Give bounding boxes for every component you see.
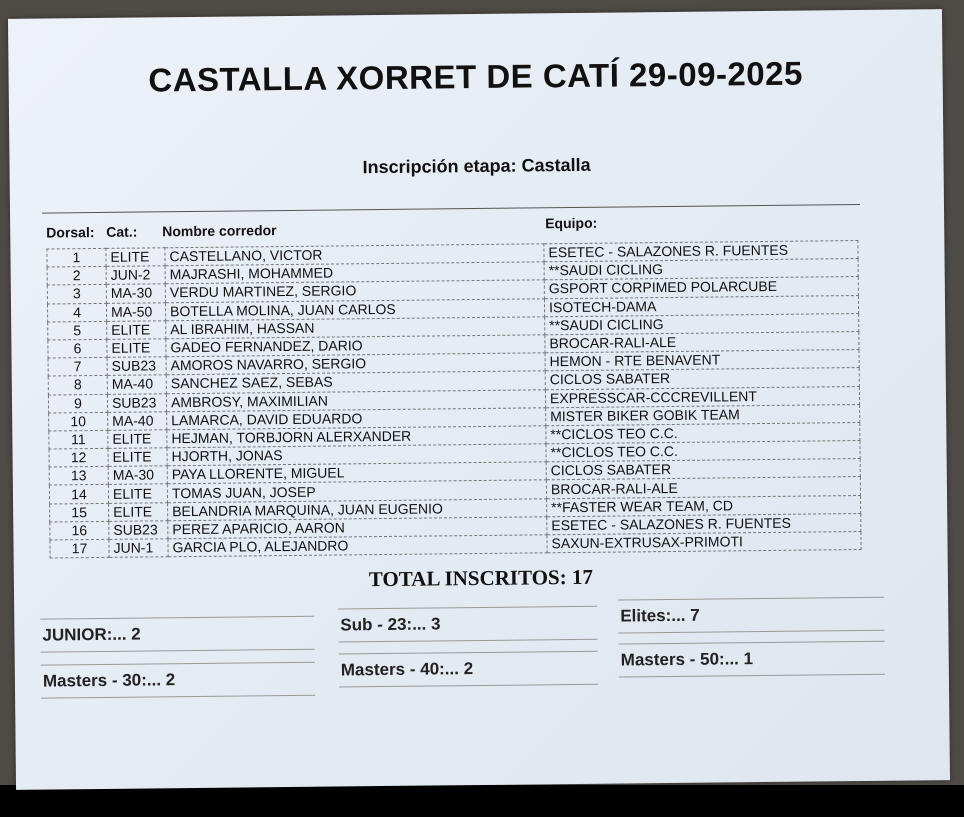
rider-name: HJORTH, JONAS <box>167 444 546 466</box>
rider-category: ELITE <box>108 448 167 467</box>
rider-name: LAMARCA, DAVID EDUARDO <box>167 407 546 429</box>
rider-category: MA-30 <box>108 466 167 485</box>
header-rule <box>42 204 860 214</box>
rider-dorsal: 3 <box>47 285 106 304</box>
riders-table-section <box>42 204 860 557</box>
rider-category: ELITE <box>106 248 165 267</box>
rider-name: BOTELLA MOLINA, JUAN CARLOS <box>165 298 544 320</box>
category-masters-30: Masters - 30:... 2 <box>41 662 315 699</box>
rider-name: PEREZ APARICIO, AARON <box>168 517 547 539</box>
rider-dorsal: 10 <box>49 412 108 431</box>
rider-team: BROCAR-RALI-ALE <box>545 331 859 352</box>
header-category: Cat.: <box>106 223 138 240</box>
category-sub23: Sub - 23:... 3 <box>338 606 597 643</box>
rider-team: ISOTECH-DAMA <box>544 295 858 316</box>
rider-team: CICLOS SABATER <box>545 368 859 389</box>
rider-dorsal: 12 <box>49 448 108 467</box>
rider-name: PAYA LLORENTE, MIGUEL <box>167 462 546 484</box>
rider-name: AMBROSY, MAXIMILIAN <box>166 389 545 411</box>
rider-dorsal: 2 <box>47 267 106 286</box>
rider-dorsal: 11 <box>49 430 108 449</box>
rider-category: SUB23 <box>107 357 166 376</box>
rider-dorsal: 1 <box>47 248 106 267</box>
header-rider-name: Nombre corredor <box>162 222 277 240</box>
rider-dorsal: 8 <box>48 376 107 395</box>
rider-team: EXPRESSCAR-CCCREVILLENT <box>545 386 859 407</box>
header-team: Equipo: <box>545 214 598 232</box>
rider-team: ESETEC - SALAZONES R. FUENTES <box>547 513 861 534</box>
rider-category: JUN-2 <box>106 266 165 285</box>
rider-team: SAXUN-EXTRUSAX-PRIMOTI <box>547 532 861 553</box>
document-title: CASTALLA XORRET DE CATÍ 29-09-2025 <box>148 54 804 99</box>
rider-team: **FASTER WEAR TEAM, CD <box>547 495 861 516</box>
bottom-black-bar <box>0 785 964 817</box>
rider-team: BROCAR-RALI-ALE <box>546 477 860 498</box>
rider-category: ELITE <box>109 502 168 521</box>
rider-category: SUB23 <box>109 521 168 540</box>
rider-dorsal: 4 <box>47 303 106 322</box>
rider-name: GADEO FERNANDEZ, DARIO <box>166 335 545 357</box>
rider-team: CICLOS SABATER <box>546 459 860 480</box>
riders-table <box>46 240 861 559</box>
rider-name: AL IBRAHIM, HASSAN <box>166 317 545 339</box>
rider-team: **CICLOS TEO C.C. <box>546 441 860 462</box>
rider-name: GARCIA PLO, ALEJANDRO <box>168 535 547 557</box>
paper-sheet <box>8 9 950 790</box>
rider-category: ELITE <box>107 321 166 340</box>
rider-name: TOMAS JUAN, JOSEP <box>167 480 546 502</box>
rider-name: MAJRASHI, MOHAMMED <box>165 262 544 284</box>
rider-category: MA-40 <box>108 411 167 430</box>
rider-dorsal: 7 <box>48 358 107 377</box>
rider-team: ESETEC - SALAZONES R. FUENTES <box>544 241 858 262</box>
rider-team: **SAUDI CICLING <box>544 259 858 280</box>
rider-dorsal: 16 <box>50 521 109 540</box>
rider-category: ELITE <box>107 339 166 358</box>
rider-dorsal: 6 <box>48 339 107 358</box>
rider-team: **CICLOS TEO C.C. <box>546 422 860 443</box>
rider-category: ELITE <box>108 430 167 449</box>
rider-dorsal: 15 <box>50 503 109 522</box>
header-dorsal: Dorsal: <box>46 224 95 241</box>
rider-category: MA-50 <box>106 302 165 321</box>
rider-dorsal: 13 <box>49 467 108 486</box>
rider-team: GSPORT CORPIMED POLARCUBE <box>544 277 858 298</box>
rider-name: AMOROS NAVARRO, SERGIO <box>166 353 545 375</box>
rider-team: MISTER BIKER GOBIK TEAM <box>546 404 860 425</box>
rider-category: ELITE <box>108 484 167 503</box>
category-masters-40: Masters - 40:... 2 <box>339 651 598 688</box>
rider-team: HEMON - RTE BENAVENT <box>545 350 859 371</box>
rider-team: **SAUDI CICLING <box>545 313 859 334</box>
rider-dorsal: 17 <box>50 539 109 558</box>
rider-dorsal: 9 <box>48 394 107 413</box>
category-elites: Elites:... 7 <box>618 597 884 634</box>
rider-name: VERDU MARTINEZ, SERGIO <box>165 280 544 302</box>
rider-dorsal: 14 <box>49 485 108 504</box>
total-registered: TOTAL INSCRITOS: 17 <box>368 564 594 592</box>
rider-name: HEJMAN, TORBJORN ALERXANDER <box>167 426 546 448</box>
rider-category: MA-30 <box>106 284 165 303</box>
category-masters-50: Masters - 50:... 1 <box>619 641 885 678</box>
rider-dorsal: 5 <box>48 321 107 340</box>
rider-name: BELANDRIA MARQUINA, JUAN EUGENIO <box>168 498 547 520</box>
category-junior: JUNIOR:... 2 <box>40 616 314 653</box>
rider-category: JUN-1 <box>109 539 168 558</box>
rider-name: SANCHEZ SAEZ, SEBAS <box>166 371 545 393</box>
rider-name: CASTELLANO, VICTOR <box>165 244 544 266</box>
rider-category: SUB23 <box>107 393 166 412</box>
rider-category: MA-40 <box>107 375 166 394</box>
document-subtitle: Inscripción etapa: Castalla <box>362 154 591 178</box>
